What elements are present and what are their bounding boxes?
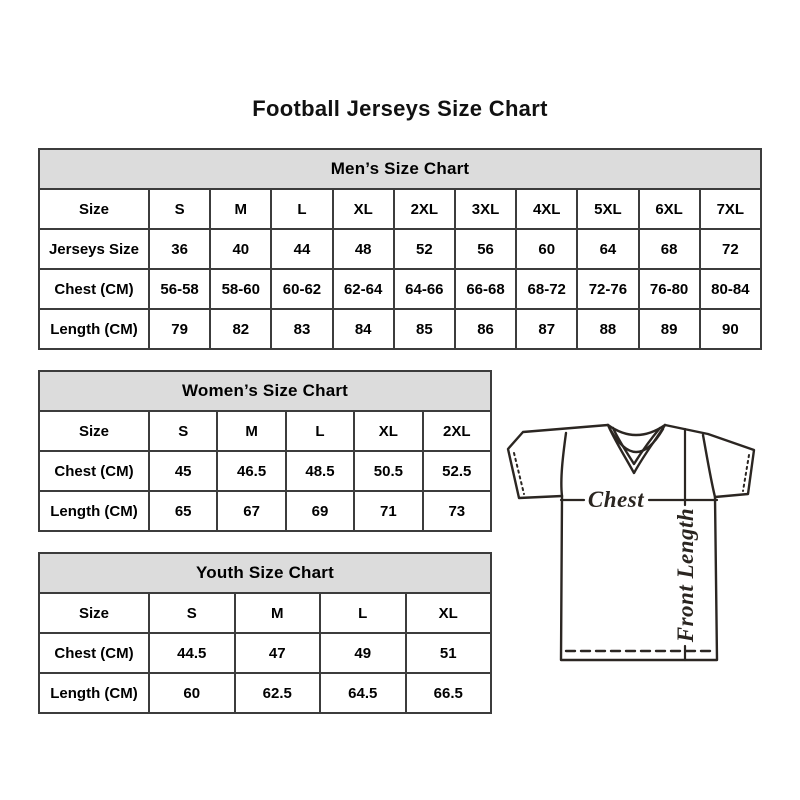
value-cell: 65 [149,491,217,531]
value-cell: 52.5 [423,451,491,491]
value-cell: 48.5 [286,451,354,491]
value-cell: 60 [516,229,577,269]
value-cell: 80-84 [700,269,761,309]
table-row [39,411,491,451]
value-cell: S [149,189,210,229]
value-cell: 87 [516,309,577,349]
table-row [39,593,491,633]
value-cell: 64.5 [320,673,406,713]
row-header-cell: Size [39,593,149,633]
bottom-section [38,370,800,714]
table-title-row [39,371,491,411]
value-cell: 48 [333,229,394,269]
table-title-row [39,553,491,593]
value-cell: 51 [406,633,492,673]
value-cell: 44 [271,229,332,269]
table-row [39,491,491,531]
value-cell: 72-76 [577,269,638,309]
value-cell: 36 [149,229,210,269]
row-header-cell: Chest (CM) [39,269,149,309]
row-header-cell: Chest (CM) [39,633,149,673]
value-cell: 6XL [639,189,700,229]
value-cell: 2XL [394,189,455,229]
value-cell: 5XL [577,189,638,229]
womens-size-table [38,370,492,532]
table-row [39,189,761,229]
row-header-cell: Chest (CM) [39,451,149,491]
value-cell: S [149,593,235,633]
right-sleeve-outline [665,425,754,497]
value-cell: 66-68 [455,269,516,309]
small-tables-column [38,370,492,714]
value-cell: 58-60 [210,269,271,309]
value-cell: XL [333,189,394,229]
table-title-row [39,149,761,189]
value-cell: 73 [423,491,491,531]
value-cell: 68-72 [516,269,577,309]
value-cell: 49 [320,633,406,673]
value-cell: 76-80 [639,269,700,309]
value-cell: 79 [149,309,210,349]
youth-size-table [38,552,492,714]
value-cell: 68 [639,229,700,269]
value-cell: 40 [210,229,271,269]
value-cell: 71 [354,491,422,531]
value-cell: 50.5 [354,451,422,491]
value-cell: L [320,593,406,633]
value-cell: 85 [394,309,455,349]
value-cell: 56 [455,229,516,269]
value-cell: 60 [149,673,235,713]
row-header-cell: Size [39,189,149,229]
table-row [39,229,761,269]
value-cell: 66.5 [406,673,492,713]
front-length-label: Front Length [673,507,698,643]
page-title: Football Jerseys Size Chart [252,96,548,121]
value-cell: 89 [639,309,700,349]
value-cell: 86 [455,309,516,349]
table-row [39,633,491,673]
jersey-measurement-illustration [503,405,765,675]
mens-size-table [38,148,762,350]
value-cell: 60-62 [271,269,332,309]
table-title: Youth Size Chart [39,553,491,593]
value-cell: 47 [235,633,321,673]
value-cell: 2XL [423,411,491,451]
value-cell: XL [354,411,422,451]
value-cell: 62.5 [235,673,321,713]
value-cell: L [286,411,354,451]
value-cell: 3XL [455,189,516,229]
row-header-cell: Jerseys Size [39,229,149,269]
table-title: Men’s Size Chart [39,149,761,189]
value-cell: 64-66 [394,269,455,309]
value-cell: S [149,411,217,451]
value-cell: XL [406,593,492,633]
value-cell: 84 [333,309,394,349]
value-cell: 82 [210,309,271,349]
value-cell: 69 [286,491,354,531]
value-cell: 72 [700,229,761,269]
value-cell: 56-58 [149,269,210,309]
table-row [39,673,491,713]
value-cell: M [235,593,321,633]
chest-label: Chest [587,487,645,512]
value-cell: 4XL [516,189,577,229]
row-header-cell: Size [39,411,149,451]
table-row [39,269,761,309]
value-cell: 52 [394,229,455,269]
left-armhole-seam [561,433,566,496]
value-cell: L [271,189,332,229]
row-header-cell: Length (CM) [39,673,149,713]
value-cell: 45 [149,451,217,491]
row-header-cell: Length (CM) [39,491,149,531]
right-armhole-seam [703,435,715,497]
table-title: Women’s Size Chart [39,371,491,411]
value-cell: 88 [577,309,638,349]
table-row [39,309,761,349]
value-cell: M [210,189,271,229]
value-cell: M [217,411,285,451]
value-cell: 44.5 [149,633,235,673]
row-header-cell: Length (CM) [39,309,149,349]
value-cell: 90 [700,309,761,349]
jersey-diagram [503,405,765,675]
table-row [39,451,491,491]
value-cell: 83 [271,309,332,349]
value-cell: 64 [577,229,638,269]
value-cell: 7XL [700,189,761,229]
value-cell: 67 [217,491,285,531]
value-cell: 46.5 [217,451,285,491]
value-cell: 62-64 [333,269,394,309]
